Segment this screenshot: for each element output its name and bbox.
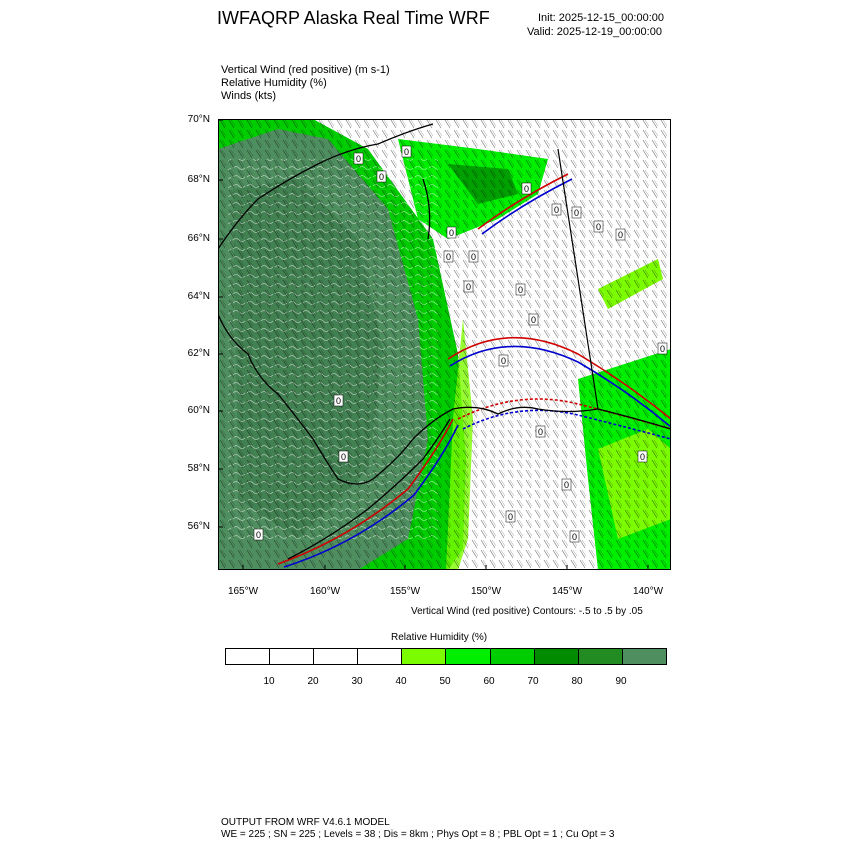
lon-label-155w: 155°W: [389, 586, 421, 597]
zero-label: 0: [356, 154, 362, 164]
lat-label-62n: 62°N: [187, 348, 210, 359]
plot-title: IWFAQRP Alaska Real Time WRF: [217, 8, 490, 28]
colorbar-cell: [270, 649, 314, 664]
lon-label-160w: 160°W: [309, 586, 341, 597]
zero-label: 0: [256, 530, 262, 540]
colorbar-cell: [446, 649, 490, 664]
lat-label-64n: 64°N: [187, 291, 210, 302]
field-label-winds: Winds (kts): [221, 90, 276, 102]
colorbar-tick-label: 20: [307, 676, 319, 687]
colorbar-cell: [579, 649, 623, 664]
humidity-colorbar: [225, 648, 667, 665]
zero-label: 0: [501, 356, 507, 366]
zero-label: 0: [524, 184, 530, 194]
lon-label-165w: 165°W: [227, 586, 259, 597]
zero-label: 0: [466, 282, 472, 292]
zero-label: 0: [404, 147, 410, 157]
zero-label: 0: [446, 252, 452, 262]
colorbar-tick-label: 90: [615, 676, 627, 687]
init-time: Init: 2025-12-15_00:00:00: [538, 12, 664, 24]
lat-label-60n: 60°N: [187, 405, 210, 416]
colorbar-cell: [226, 649, 270, 664]
colorbar-cell: [358, 649, 402, 664]
zero-label: 0: [572, 532, 578, 542]
lon-label-150w: 150°W: [470, 586, 502, 597]
lat-label-56n: 56°N: [187, 521, 210, 532]
colorbar-tick-label: 50: [439, 676, 451, 687]
colorbar-tick-label: 60: [483, 676, 495, 687]
zero-label: 0: [574, 208, 580, 218]
lat-label-70n: 70°N: [187, 114, 210, 125]
zero-label: 0: [554, 205, 560, 215]
colorbar-cell: [402, 649, 446, 664]
zero-label: 0: [471, 252, 477, 262]
field-label-relative-humidity: Relative Humidity (%): [221, 77, 327, 89]
model-footer-line1: OUTPUT FROM WRF V4.6.1 MODEL: [221, 817, 390, 828]
colorbar-title: Relative Humidity (%): [391, 632, 488, 643]
zero-label: 0: [531, 315, 537, 325]
zero-label: 0: [538, 427, 544, 437]
zero-label: 0: [508, 512, 514, 522]
zero-label: 0: [336, 396, 342, 406]
colorbar-tick-label: 80: [571, 676, 583, 687]
contour-note: Vertical Wind (red positive) Contours: -.5 to .5 by .05: [411, 606, 643, 617]
zero-label: 0: [618, 230, 624, 240]
colorbar-cell: [314, 649, 358, 664]
lon-label-145w: 145°W: [551, 586, 583, 597]
lat-label-68n: 68°N: [187, 174, 210, 185]
zero-label: 0: [640, 452, 646, 462]
colorbar-cell: [623, 649, 666, 664]
colorbar-tick-label: 10: [263, 676, 275, 687]
lon-label-140w: 140°W: [632, 586, 664, 597]
map-panel: [218, 119, 671, 570]
zero-label: 0: [341, 452, 347, 462]
field-label-vertical-wind: Vertical Wind (red positive) (m s-1): [221, 64, 390, 76]
colorbar-cell: [491, 649, 535, 664]
zero-label: 0: [596, 222, 602, 232]
zero-label: 0: [518, 285, 524, 295]
zero-label: 0: [564, 480, 570, 490]
zero-label: 0: [379, 172, 385, 182]
zero-label: 0: [660, 344, 666, 354]
colorbar-tick-label: 70: [527, 676, 539, 687]
colorbar-tick-label: 30: [351, 676, 363, 687]
model-footer-line2: WE = 225 ; SN = 225 ; Levels = 38 ; Dis = 8km ; Phys Opt = 8 ; PBL Opt = 1 ; Cu Opt = 3: [221, 829, 615, 840]
colorbar-cell: [535, 649, 579, 664]
zero-label: 0: [449, 228, 455, 238]
colorbar-tick-label: 40: [395, 676, 407, 687]
lat-label-66n: 66°N: [187, 233, 210, 244]
valid-time: Valid: 2025-12-19_00:00:00: [527, 26, 662, 38]
lat-label-58n: 58°N: [187, 463, 210, 474]
